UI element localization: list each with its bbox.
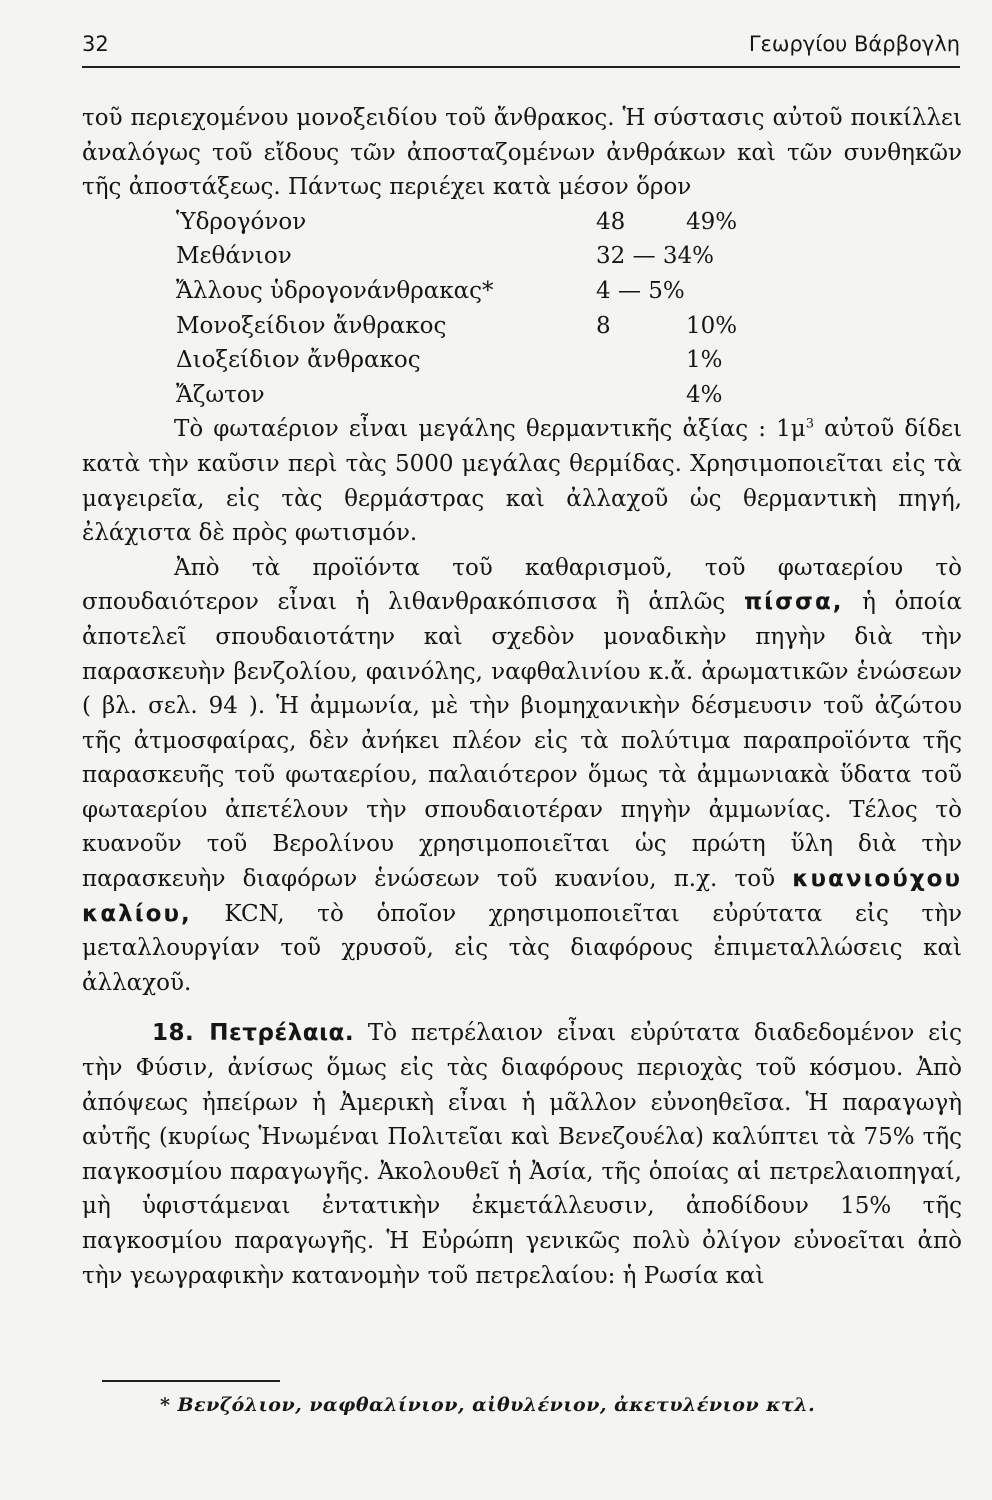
component-percent: 4% bbox=[686, 381, 723, 408]
term-potassium-cyanide: κυανιούχου καλίου, bbox=[82, 866, 962, 927]
component-name: Μονοξείδιον ἄνθρακος bbox=[176, 312, 447, 339]
component-percent: 10% bbox=[686, 312, 738, 339]
term-pissa: πίσσα, bbox=[743, 589, 844, 616]
composition-row bbox=[176, 239, 962, 274]
petroleum-text: Τὸ πετρέλαιον εἶναι εὐρύτατα διαδεδομένον εἰς τὴν Φύσιν, ἀνίσως ὅμως εἰς τὰς διαφόρους περιοχὰς τοῦ κόσμου. Ἀπὸ ἀπόψεως ἠπείρων ἡ Ἀμερικὴ εἶναι ἡ μᾶλλον εὐνοηθεῖσα. Ἡ παραγωγὴ αὐτῆς (κυρίως Ἡνωμέναι Πολιτεῖαι καὶ Βενεζουέλα) καλύπτει τὰ 75% τῆς παγκοσμίου παραγωγῆς. Ἀκολουθεῖ ἡ Ἀσία, τῆς ὁποίας αἱ πετρελαιοπηγαί, μὴ ὑφιστάμεναι ἐντατικὴν ἐκμετάλλευσιν, ἀποδίδουν 15% τῆς παγκοσμίου παραγωγῆς. Ἡ Εὐρώπη γενικῶς πολὺ ὀλίγον εὐνοεῖται ἀπὸ τὴν γεωγραφικὴν κατανομὴν τοῦ πετρελαίου: ἡ Ρωσία καὶ bbox=[82, 1020, 962, 1289]
byproducts-text-b: ἡ ὁποία ἀποτελεῖ σπουδαιοτάτην καὶ σχεδὸν μοναδικὴν πηγὴν διὰ τὴν παρασκευὴν βενζολίου, φαινόλης, ναφθαλινίου κ.ἄ. ἀρωματικῶν ἑνώσεων ( βλ. σελ. 94 ). Ἡ ἀμμωνία, μὲ τὴν βιομηχανικὴν δέσμευσιν τοῦ ἀζώτου τῆς ἀτμοσφαίρας, δὲν ἀνήκει πλέον εἰς τὰ πολύτιμα παραπροϊόντα τῆς παρασκευῆς τοῦ φωταερίου, παλαιότερον ὅμως τὰ ἀμμωνιακὰ ὕδατα τοῦ φωταερίου ἀπετέλουν τὴν σπουδαιοτέραν πηγὴν ἀμμωνίας. Τέλος τὸ κυανοῦν τοῦ Βερολίνου χρησιμοποιεῖται ὡς πρώτη ὕλη διὰ τὴν παρασκευὴν διαφόρων ἑνώσεων τοῦ κυανίου, π.χ. τοῦ bbox=[82, 589, 962, 893]
composition-row bbox=[176, 274, 962, 309]
heating-text-b: αὐτοῦ δίδει κατὰ τὴν καῦσιν περὶ τὰς 5000 μεγάλας θερμίδας. Χρησιμοποιεῖται εἰς τὰ μαγειρεῖα, εἰς τὰς θερμάστρας καὶ ἀλλαχοῦ ὡς θερμαντικὴ πηγή, ἐλάχιστα δὲ πρὸς φωτισμόν. bbox=[82, 416, 962, 547]
component-value: 32 — 34% bbox=[596, 243, 715, 270]
cubic-superscript: 3 bbox=[805, 416, 815, 432]
component-name: Ἄλλους ὑδρογονάνθρακας* bbox=[176, 277, 494, 304]
composition-row bbox=[176, 343, 962, 378]
component-name: Ἄζωτον bbox=[176, 381, 265, 408]
intro-paragraph: τοῦ περιεχομένου μονοξειδίου τοῦ ἄνθρακος. Ἡ σύστασις αὐτοῦ ποικίλλει ἀναλόγως τοῦ εἴδους τῶν ἀποσταζομένων ἀνθράκων καὶ τῶν συνθηκῶν τῆς ἀποστάξεως. Πάντως περιέχει κατὰ μέσον ὅρον bbox=[82, 105, 962, 201]
byproducts-text-c: KCN, τὸ ὁποῖον χρησιμοποιεῖται εὐρύτατα εἰς τὴν μεταλλουργίαν τοῦ χρυσοῦ, εἰς τὰς διαφόρους ἐπιμεταλλώσεις καὶ ἀλλαχοῦ. bbox=[82, 900, 962, 996]
gas-composition-list bbox=[176, 205, 962, 413]
component-name: Διοξείδιον ἄνθρακος bbox=[176, 347, 421, 374]
component-name: Μεθάνιον bbox=[176, 243, 292, 270]
byproducts-paragraph bbox=[82, 551, 962, 1001]
heating-text-a: Τὸ φωταέριον εἶναι μεγάλης θερμαντικῆς ἀξίας : 1μ bbox=[174, 416, 806, 443]
byproducts-text-a: Ἀπὸ τὰ προϊόντα τοῦ καθαρισμοῦ, τοῦ φωταερίου τὸ σπουδαιότερον εἶναι ἡ λιθανθρακόπισσα ἢ ἁπλῶς bbox=[82, 554, 962, 616]
composition-row bbox=[176, 205, 962, 240]
footnote: * Βενζόλιον, ναφθαλίνιον, αἰθυλένιον, ἀκετυλένιον κτλ. bbox=[160, 1394, 816, 1416]
running-head-author: Γεωργίου Βάρβογλη bbox=[748, 32, 960, 56]
component-name: Ὑδρογόνον bbox=[176, 208, 307, 235]
page-body bbox=[82, 101, 962, 1293]
section-heading: 18. Πετρέλαια. bbox=[152, 1020, 355, 1047]
component-value: 48 bbox=[596, 208, 626, 235]
composition-row bbox=[176, 309, 962, 344]
footnote-divider bbox=[102, 1380, 280, 1382]
component-percent: 1% bbox=[686, 347, 723, 374]
page-number: 32 bbox=[82, 32, 109, 56]
page-header bbox=[82, 32, 960, 68]
component-value: 8 bbox=[596, 312, 611, 339]
heating-value-paragraph bbox=[82, 412, 962, 550]
component-value: 4 — 5% bbox=[596, 277, 685, 304]
composition-row bbox=[176, 378, 962, 413]
component-percent: 49% bbox=[686, 208, 738, 235]
petroleum-section bbox=[82, 1016, 962, 1293]
